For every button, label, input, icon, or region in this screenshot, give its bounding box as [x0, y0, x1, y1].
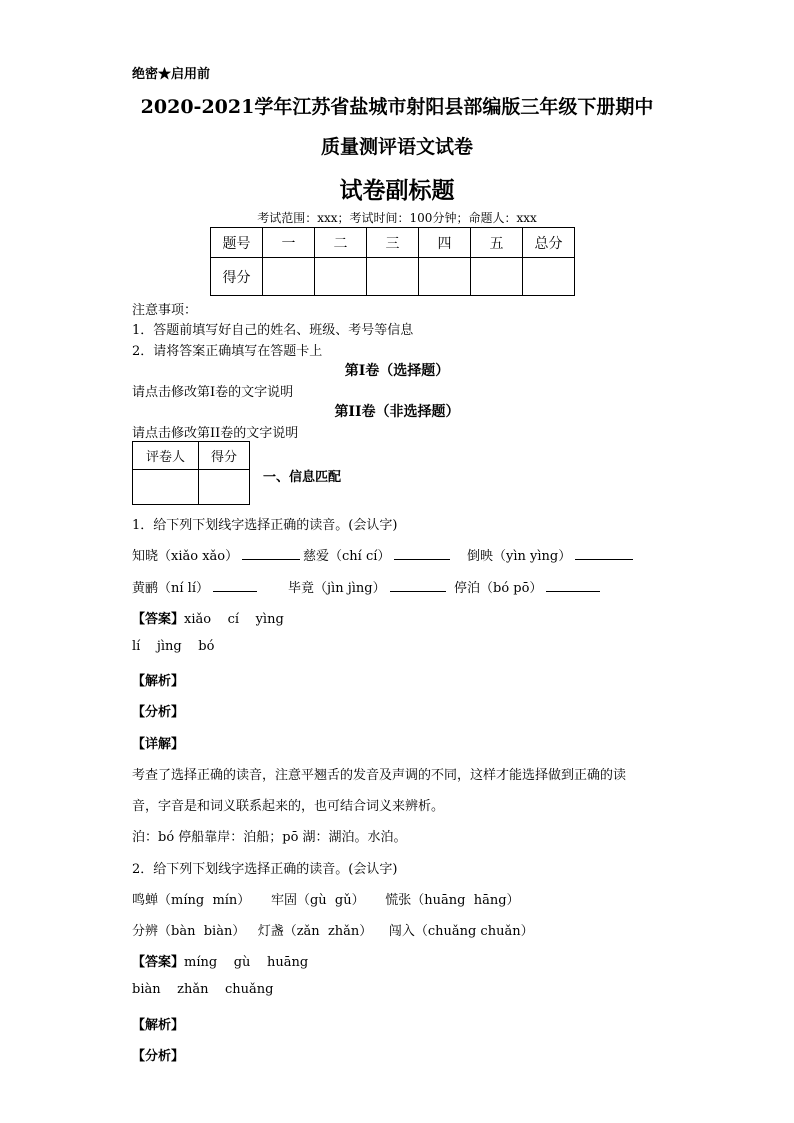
volume1-desc[interactable]: 请点击修改第I卷的文字说明 [132, 385, 294, 400]
question-stem: 1．给下列下划线字选择正确的读音。(会认字) [132, 518, 398, 533]
answer-blank[interactable] [394, 546, 450, 560]
q1-word: 停泊（bó pō） [454, 581, 543, 596]
analysis-label: 【解析】 [132, 674, 185, 689]
exam-subtitle: 试卷副标题 [339, 177, 455, 204]
answer-blank[interactable] [242, 546, 300, 560]
answer-text: xiǎo cí yìng [184, 612, 284, 627]
notes-item: 1．答题前填写好自己的姓名、班级、考号等信息 [132, 323, 414, 338]
q1-word: 知晓（xiǎo xǎo） [132, 549, 239, 564]
fenxi-label: 【分析】 [132, 1049, 185, 1064]
q1-line1-c [467, 545, 633, 564]
score-header-cell: 四 [419, 228, 471, 258]
detail-text: 泊：bó 停船靠岸：泊船；pō 湖：湖泊。水泊。 [132, 830, 407, 845]
answer-blank[interactable] [546, 578, 600, 592]
detail-label: 【详解】 [132, 737, 185, 752]
score-header-cell: 五 [471, 228, 523, 258]
grader-table [132, 441, 250, 505]
q1-line1 [132, 545, 300, 564]
confidential-mark: 绝密★启用前 [132, 67, 211, 82]
q1-line2-c [454, 577, 600, 596]
fenxi-label: 【分析】 [132, 705, 185, 720]
exam-info: 考试范围：xxx；考试时间：100分钟；命题人：xxx [257, 211, 537, 225]
score-header-cell: 三 [367, 228, 419, 258]
exam-title-line2: 质量测评语文试卷 [320, 136, 473, 158]
score-cell[interactable] [471, 258, 523, 296]
answer-label: 【答案】 [132, 955, 185, 970]
section-title: 一、信息匹配 [263, 470, 342, 485]
q1-line2 [132, 577, 257, 596]
notes-item: 2．请将答案正确填写在答题卡上 [132, 344, 323, 359]
score-cell[interactable] [523, 258, 575, 296]
q2-answer [132, 951, 308, 970]
grader-score-cell[interactable] [199, 470, 250, 505]
score-header-cell: 二 [315, 228, 367, 258]
answer-text: míng gù huāng [184, 955, 309, 970]
detail-text: 音，字音是和词义联系起来的，也可结合词义来辨析。 [132, 799, 445, 814]
q2-line2: 分辨（bàn biàn） 灯盏（zǎn zhǎn） 闯入（chuǎng chuǎn） [132, 924, 534, 939]
answer-blank[interactable] [213, 578, 257, 592]
grader-score-label: 得分 [199, 442, 250, 470]
q1-line1-b [303, 545, 450, 564]
q1-word: 慈爱（chí cí） [303, 549, 391, 564]
score-header-cell: 题号 [211, 228, 263, 258]
score-cell[interactable] [315, 258, 367, 296]
notes-title: 注意事项： [132, 303, 198, 318]
score-cell[interactable] [263, 258, 315, 296]
grader-input-row [133, 470, 250, 505]
q1-answer [132, 608, 284, 627]
score-header-cell: 一 [263, 228, 315, 258]
score-table [210, 227, 575, 296]
score-cell[interactable] [367, 258, 419, 296]
q1-word: 毕竟（jìn jìng） [288, 581, 386, 596]
score-row-label: 得分 [211, 258, 263, 296]
volume2-desc[interactable]: 请点击修改第II卷的文字说明 [132, 426, 299, 441]
volume1-title: 第I卷（选择题） [344, 363, 450, 379]
exam-title-line1: 2020-2021学年江苏省盐城市射阳县部编版三年级下册期中 [140, 96, 654, 118]
answer-label: 【答案】 [132, 612, 185, 627]
score-table-score-row [211, 258, 575, 296]
score-cell[interactable] [419, 258, 471, 296]
answer-blank[interactable] [390, 578, 446, 592]
analysis-label: 【解析】 [132, 1018, 185, 1033]
detail-text: 考查了选择正确的读音，注意平翘舌的发音及声调的不同，这样才能选择做到正确的读 [132, 768, 627, 783]
grader-header-row [133, 442, 250, 470]
q2-line1: 鸣蝉（míng mín） 牢固（gù gǔ） 慌张（huāng hāng） [132, 893, 520, 908]
answer-text-line2: lí jìng bó [132, 639, 215, 654]
volume2-title: 第II卷（非选择题） [334, 404, 460, 420]
answer-text-line2: biàn zhǎn chuǎng [132, 982, 274, 997]
q1-word: 黄鹂（ní lí） [132, 581, 209, 596]
q1-line2-b [288, 577, 446, 596]
grader-label: 评卷人 [133, 442, 199, 470]
score-header-cell: 总分 [523, 228, 575, 258]
answer-blank[interactable] [575, 546, 633, 560]
grader-cell[interactable] [133, 470, 199, 505]
question-stem: 2．给下列下划线字选择正确的读音。(会认字) [132, 862, 398, 877]
score-table-header-row [211, 228, 575, 258]
q1-word: 倒映（yìn yìng） [467, 549, 572, 564]
